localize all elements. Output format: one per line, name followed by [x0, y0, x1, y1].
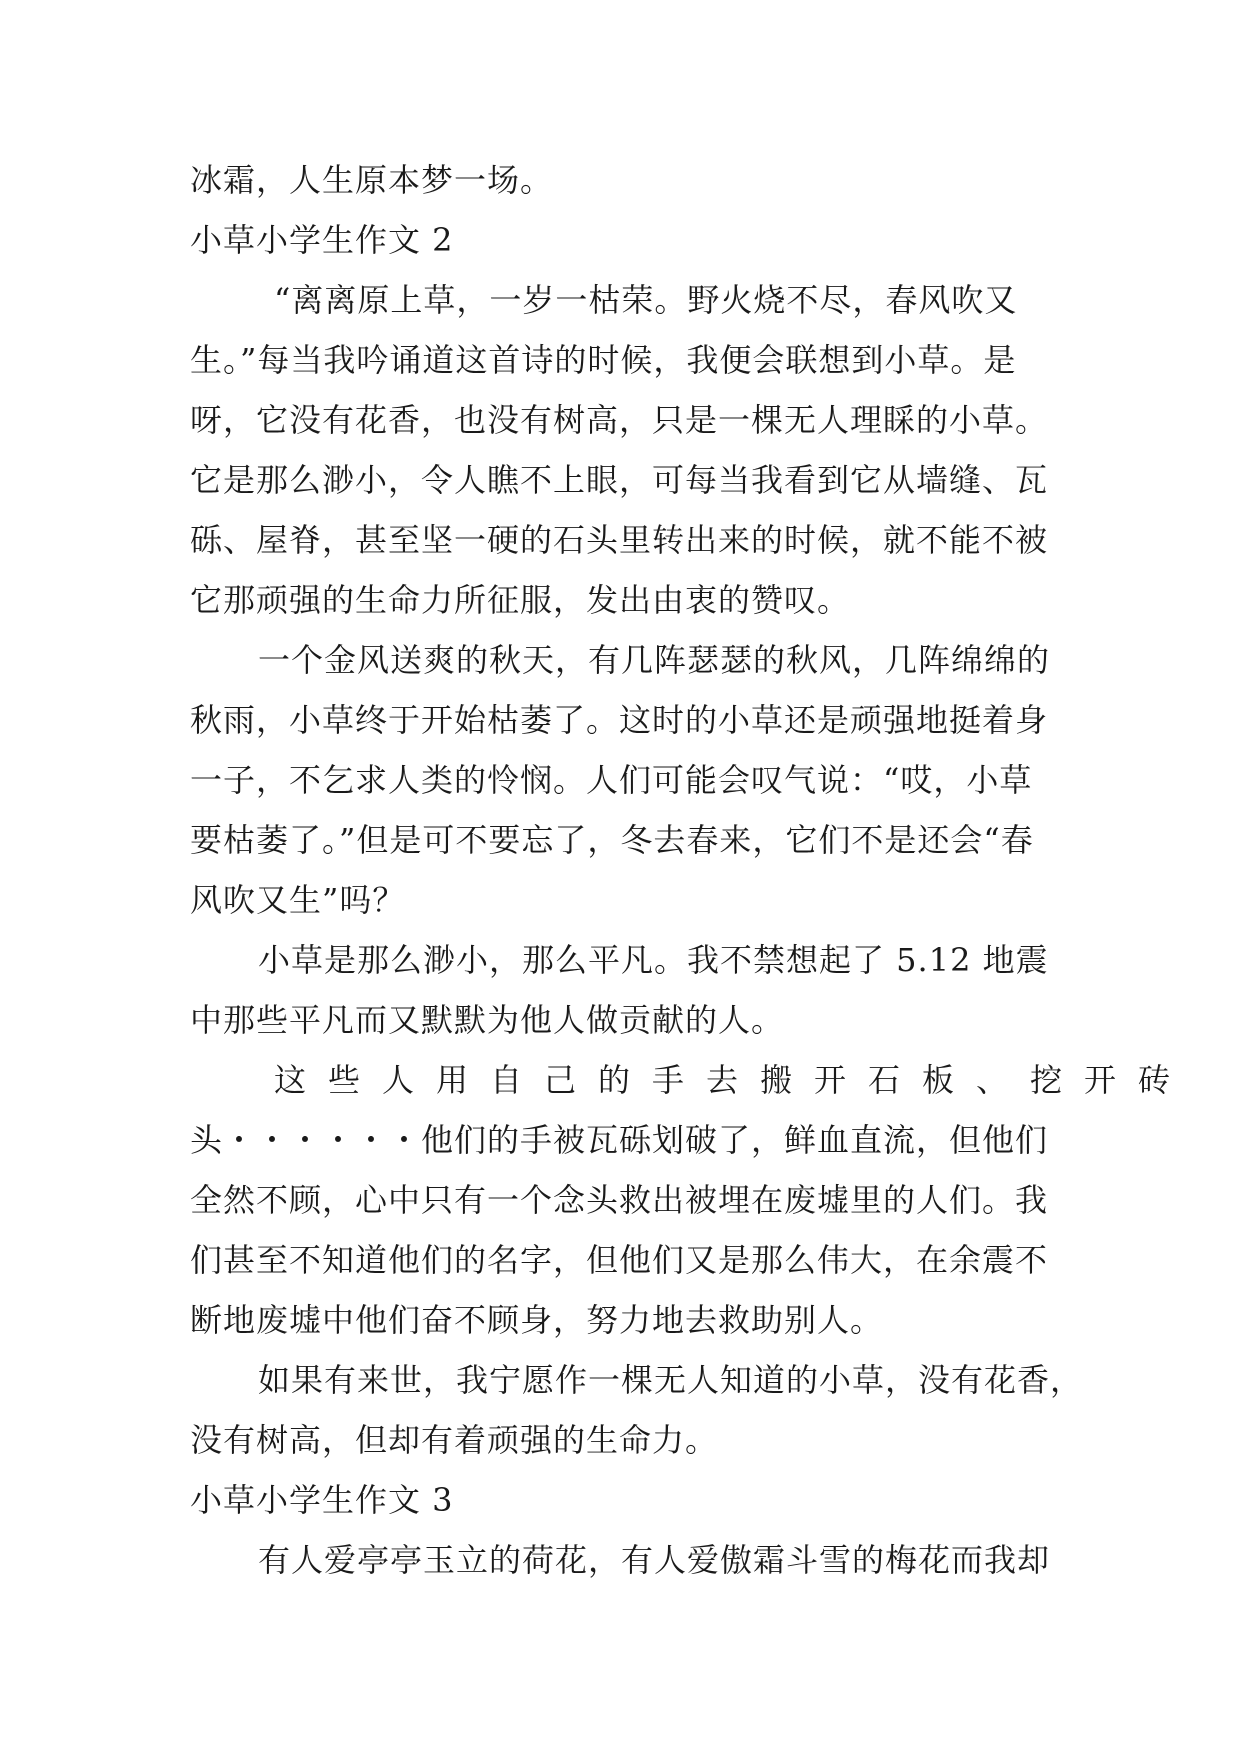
- paragraph-first-line: 如果有来世，我宁愿作一棵无人知道的小草，没有花香，: [258, 1361, 1084, 1399]
- text-line: 一子，不乞求人类的怜悯。人们可能会叹气说：“哎，小草: [190, 761, 1033, 799]
- paragraph-first-line: 一个金风送爽的秋天，有几阵瑟瑟的秋风，几阵绵绵的: [258, 641, 1051, 679]
- text-line: 砾、屋脊，甚至坚一硬的石头里转出来的时候，就不能不被: [190, 521, 1049, 559]
- text-line: 没有树高，但却有着顽强的生命力。: [190, 1421, 719, 1459]
- text-line: 中那些平凡而又默默为他人做贡献的人。: [190, 1001, 785, 1039]
- text-line: 们甚至不知道他们的名字，但他们又是那么伟大，在余震不: [190, 1241, 1049, 1279]
- text-line: 秋雨，小草终于开始枯萎了。这时的小草还是顽强地挺着身: [190, 701, 1049, 739]
- text-line: 冰霜，人生原本梦一场。: [190, 161, 554, 199]
- paragraph-first-line: 有人爱亭亭玉立的荷花，有人爱傲霜斗雪的梅花而我却: [258, 1541, 1051, 1579]
- text-line: 风吹又生”吗？: [190, 881, 406, 919]
- section-heading: 小草小学生作文 3: [190, 1481, 454, 1519]
- text-line: 它那顽强的生命力所征服，发出由衷的赞叹。: [190, 581, 851, 619]
- paragraph-first-line: 这些人用自己的手去搬开石板、挖开砖: [274, 1061, 1193, 1099]
- text-line: 它是那么渺小，令人瞧不上眼，可每当我看到它从墙缝、瓦: [190, 461, 1049, 499]
- text-line: 全然不顾，心中只有一个念头救出被埋在废墟里的人们。我: [190, 1181, 1049, 1219]
- document-page: [190, 150, 1193, 1590]
- text-line: 呀，它没有花香，也没有树高，只是一棵无人理睬的小草。: [190, 401, 1049, 439]
- paragraph-first-line: “离离原上草，一岁一枯荣。野火烧不尽，春风吹又: [274, 281, 1018, 319]
- text-line: 生。”每当我吟诵道这首诗的时候，我便会联想到小草。是: [190, 341, 1017, 379]
- section-heading: 小草小学生作文 2: [190, 221, 454, 259]
- text-line: 头・・・・・・他们的手被瓦砾划破了，鲜血直流，但他们: [190, 1121, 1049, 1159]
- text-line: 断地废墟中他们奋不顾身，努力地去救助别人。: [190, 1301, 884, 1339]
- text-line: 要枯萎了。”但是可不要忘了，冬去春来，它们不是还会“春: [190, 821, 1034, 859]
- paragraph-first-line: 小草是那么渺小，那么平凡。我不禁想起了 5.12 地震: [258, 941, 1049, 979]
